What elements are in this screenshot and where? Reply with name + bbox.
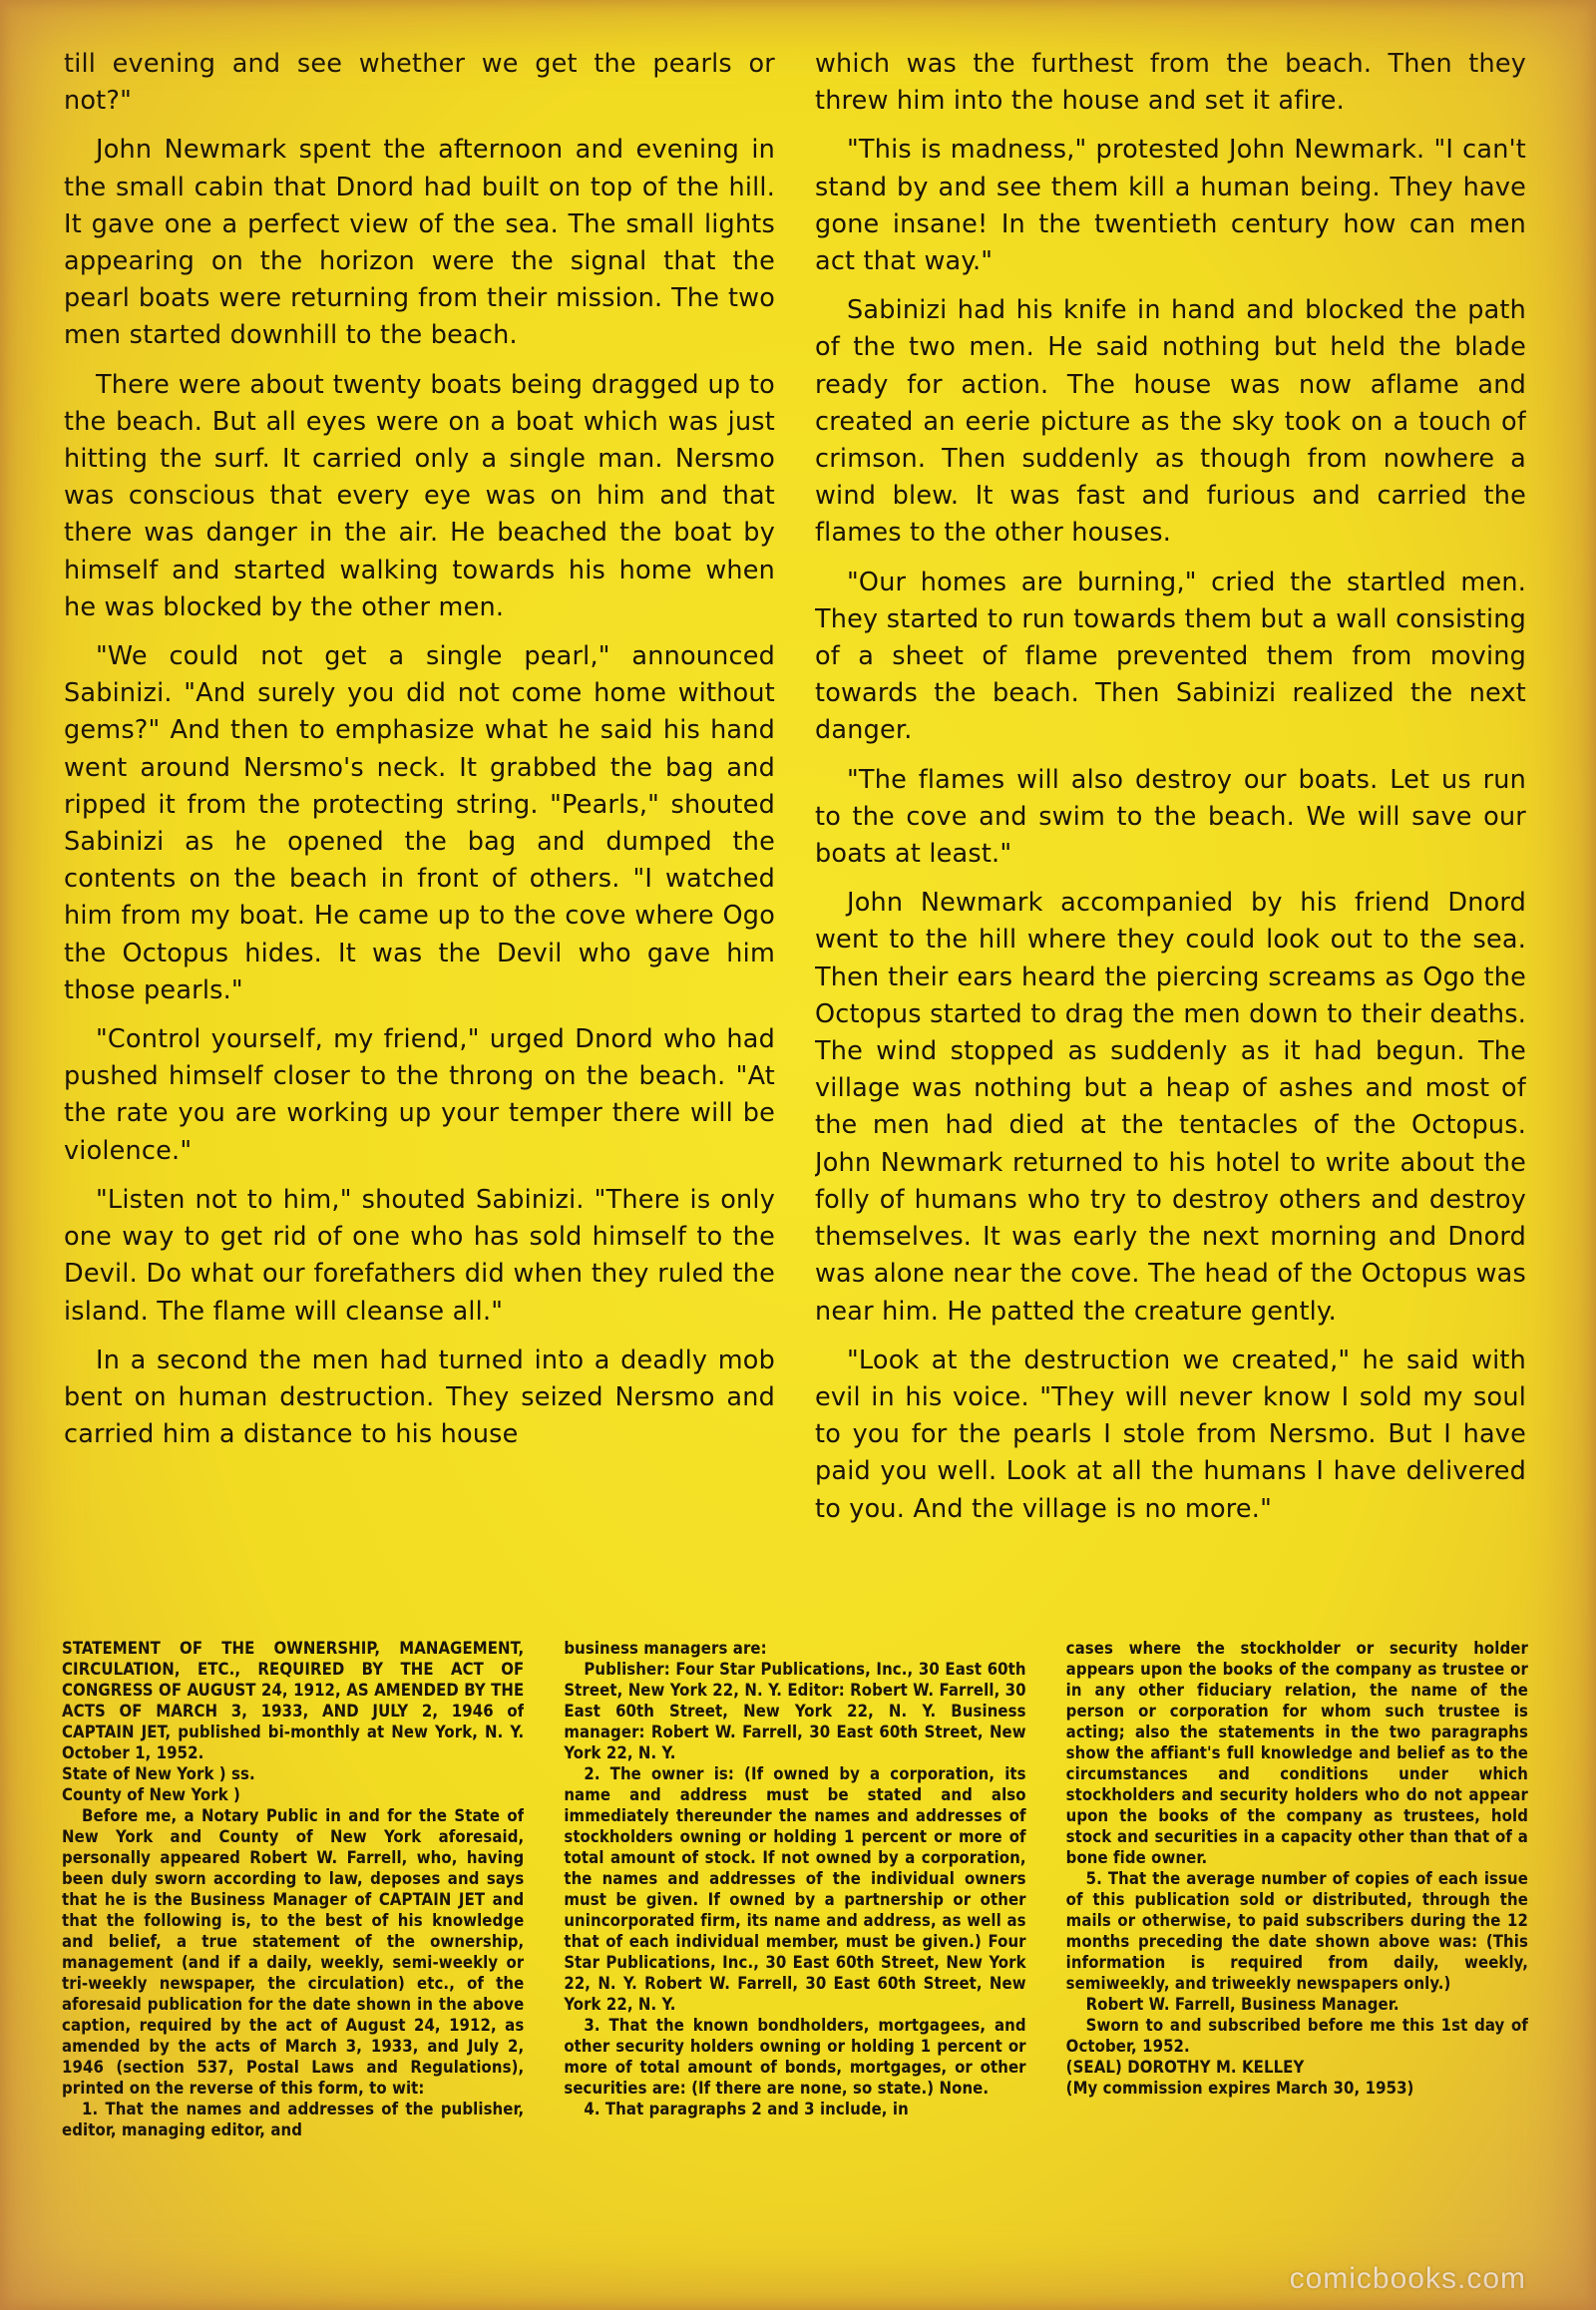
statement-seal: (SEAL) DOROTHY M. KELLEY xyxy=(1065,2058,1305,2077)
site-watermark: comicbooks.com xyxy=(1289,2262,1526,2295)
statement-line: business managers are: xyxy=(564,1639,767,1658)
story-paragraph: Sabinizi had his knife in hand and blocked the path of the two men. He said nothing but held the blade ready for action. The house was now aflame and created an eerie picture as the sky took on a touch of crimson. Then suddenly as though from nowhere a wind blew. It was fast and furious and carried the flames to the other houses. xyxy=(815,295,1526,549)
story-paragraph: "This is madness," protested John Newmark. "I can't stand by and see them kill a human being. They have gone insane! In the twentieth century how can men act that way." xyxy=(815,135,1526,277)
statement-paragraph: 3. That the known bondholders, mortgagees, and other security holders owning or holding 1 percent or more of total amount of bonds, mortgages, or other securities are: (If there are none, so state.) None. xyxy=(564,2016,1026,2098)
statement-paragraph: 5. That the average number of copies of each issue of this publication sold or distributed, through the mails or otherwise, to paid subscribers during the 12 months preceding the date shown above was: (This information is required from daily, weekly, semiweekly, and triweekly newspapers only.) xyxy=(1065,1869,1528,1993)
statement-column-1 xyxy=(62,1638,524,2246)
statement-column-2 xyxy=(564,1638,1025,2246)
ownership-statement xyxy=(62,1638,1528,2246)
story-paragraph: "Control yourself, my friend," urged Dnord who had pushed himself closer to the throng on the beach. "At the rate you are working up your temper there will be violence." xyxy=(64,1024,775,1166)
story-paragraph: "The flames will also destroy our boats. Let us run to the cove and swim to the beach. We will save our boats at least." xyxy=(815,764,1526,870)
story-paragraph: "Look at the destruction we created," he said with evil in his voice. "They will never know I sold my soul to you for the pearls I stole from Nersmo. But I have paid you well. Look at all the humans I have delivered to you. And the village is no more." xyxy=(815,1345,1526,1524)
story-column-left xyxy=(64,46,775,1567)
statement-line: State of New York ) ss. xyxy=(62,1764,255,1783)
story-paragraph: In a second the men had turned into a deadly mob bent on human destruction. They seized Nersmo and carried him a distance to his house xyxy=(64,1345,775,1450)
statement-commission: (My commission expires March 30, 1953) xyxy=(1065,2079,1414,2098)
story-paragraph: John Newmark spent the afternoon and evening in the small cabin that Dnord had built on top of the hill. It gave one a perfect view of the sea. The small lights appearing on the horizon were the signal that the pearl boats were returning from their mission. The two men started downhill to the beach. xyxy=(64,135,775,351)
statement-sworn: Sworn to and subscribed before me this 1st day of October, 1952. xyxy=(1065,2016,1528,2056)
statement-line: County of New York ) xyxy=(62,1785,240,1804)
story-text xyxy=(64,46,1526,1567)
story-paragraph: "Listen not to him," shouted Sabinizi. "There is only one way to get rid of one who has sold himself to the Devil. Do what our forefathers did when they ruled the island. The flame will cleanse all." xyxy=(64,1184,775,1327)
statement-heading: STATEMENT OF THE OWNERSHIP, MANAGEMENT, CIRCULATION, ETC., REQUIRED BY THE ACT OF CONGRESS OF AUGUST 24, 1912, AS AMENDED BY THE ACTS OF MARCH 3, 1933, AND JULY 2, 1946 of CAPTAIN JET, published bi-monthly at New York, N. Y. October 1, 1952. xyxy=(62,1639,525,1762)
story-paragraph: John Newmark accompanied by his friend Dnord went to the hill where they could look out to the sea. Then their ears heard the piercing screams as Ogo the Octopus started to drag the men down to their deaths. The wind stopped as suddenly as it had begun. The village was nothing but a heap of ashes and most of the men had died at the tentacles of the Octopus. John Newmark returned to his hotel to write about the folly of humans who try to destroy others and destroy themselves. It was early the next morning and Dnord was alone near the cove. The head of the Octopus was near him. He patted the creature gently. xyxy=(815,888,1526,1327)
story-paragraph: There were about twenty boats being dragged up to the beach. But all eyes were on a boat which was just hitting the surf. It carried only a single man. Nersmo was conscious that every eye was on him and that there was danger in the air. He beached the boat by himself and started walking towards his home when he was blocked by the other men. xyxy=(64,369,775,622)
statement-paragraph: 1. That the names and addresses of the publisher, editor, managing editor, and xyxy=(62,2100,525,2139)
statement-paragraph: Before me, a Notary Public in and for the State of New York and County of New York aforesaid, personally appeared Robert W. Farrell, who, having been duly sworn according to law, deposes and says that he is the Business Manager of CAPTAIN JET and that the following is, to the best of his knowledge and belief, a true statement of the ownership, management (and if a daily, weekly, semi-weekly or tri-weekly newspaper, the circulation) etc., of the aforesaid publication for the date shown in the above caption, required by the act of August 24, 1912, as amended by the acts of March 3, 1933, and July 2, 1946 (section 537, Postal Laws and Regulations), printed on the reverse of this form, to wit: xyxy=(62,1806,525,2098)
statement-paragraph: 4. That paragraphs 2 and 3 include, in xyxy=(584,2100,909,2118)
story-paragraph: till evening and see whether we get the pearls or not?" xyxy=(64,49,775,117)
statement-paragraph: cases where the stockholder or security holder appears upon the books of the company as trustee or in any other fiduciary relation, the name of the person or corporation for whom such trustee is acting; also the statements in the two paragraphs show the affiant's full knowledge and belief as to the circumstances and conditions under which stockholders and security holders who do not appear upon the books of the company as trustees, hold stock and securities in a capacity other than that of a bone fide owner. xyxy=(1065,1639,1528,1867)
story-paragraph: "We could not get a single pearl," announced Sabinizi. "And surely you did not come home without gems?" And then to emphasize what he said his hand went around Nersmo's neck. It grabbed the bag and ripped it from the protecting string. "Pearls," shouted Sabinizi as he opened the bag and dumped the contents on the beach in front of others. "I watched him from my boat. He came up to the cove where Ogo the Octopus hides. It was the Devil who gave him those pearls." xyxy=(64,641,775,1005)
statement-paragraph: Publisher: Four Star Publications, Inc., 30 East 60th Street, New York 22, N. Y. Editor: Robert W. Farrell, 30 East 60th Street, New York 22, N. Y. Business manager: Robert W. Farrell, 30 East 60th Street, New York 22, N. Y. xyxy=(564,1660,1026,1762)
statement-column-3 xyxy=(1066,1638,1528,2246)
statement-paragraph: 2. The owner is: (If owned by a corporation, its name and address must be stated and also immediately thereunder the names and addresses of stockholders owning or holding 1 percent or more of total amount of stock. If not owned by a corporation, the names and addresses of the individual owners must be given. If owned by a partnership or other unincorporated firm, its name and address, as well as that of each individual member, must be given.) Four Star Publications, Inc., 30 East 60th Street, New York 22, N. Y. Robert W. Farrell, 30 East 60th Street, New York 22, N. Y. xyxy=(564,1764,1026,2014)
story-paragraph: "Our homes are burning," cried the startled men. They started to run towards them but a wall consisting of a sheet of flame prevented them from moving towards the beach. Then Sabinizi realized the next danger. xyxy=(815,567,1526,746)
statement-signature: Robert W. Farrell, Business Manager. xyxy=(1085,1995,1399,2014)
story-paragraph: which was the furthest from the beach. Then they threw him into the house and set it afire. xyxy=(815,49,1526,117)
story-column-right xyxy=(815,46,1526,1567)
